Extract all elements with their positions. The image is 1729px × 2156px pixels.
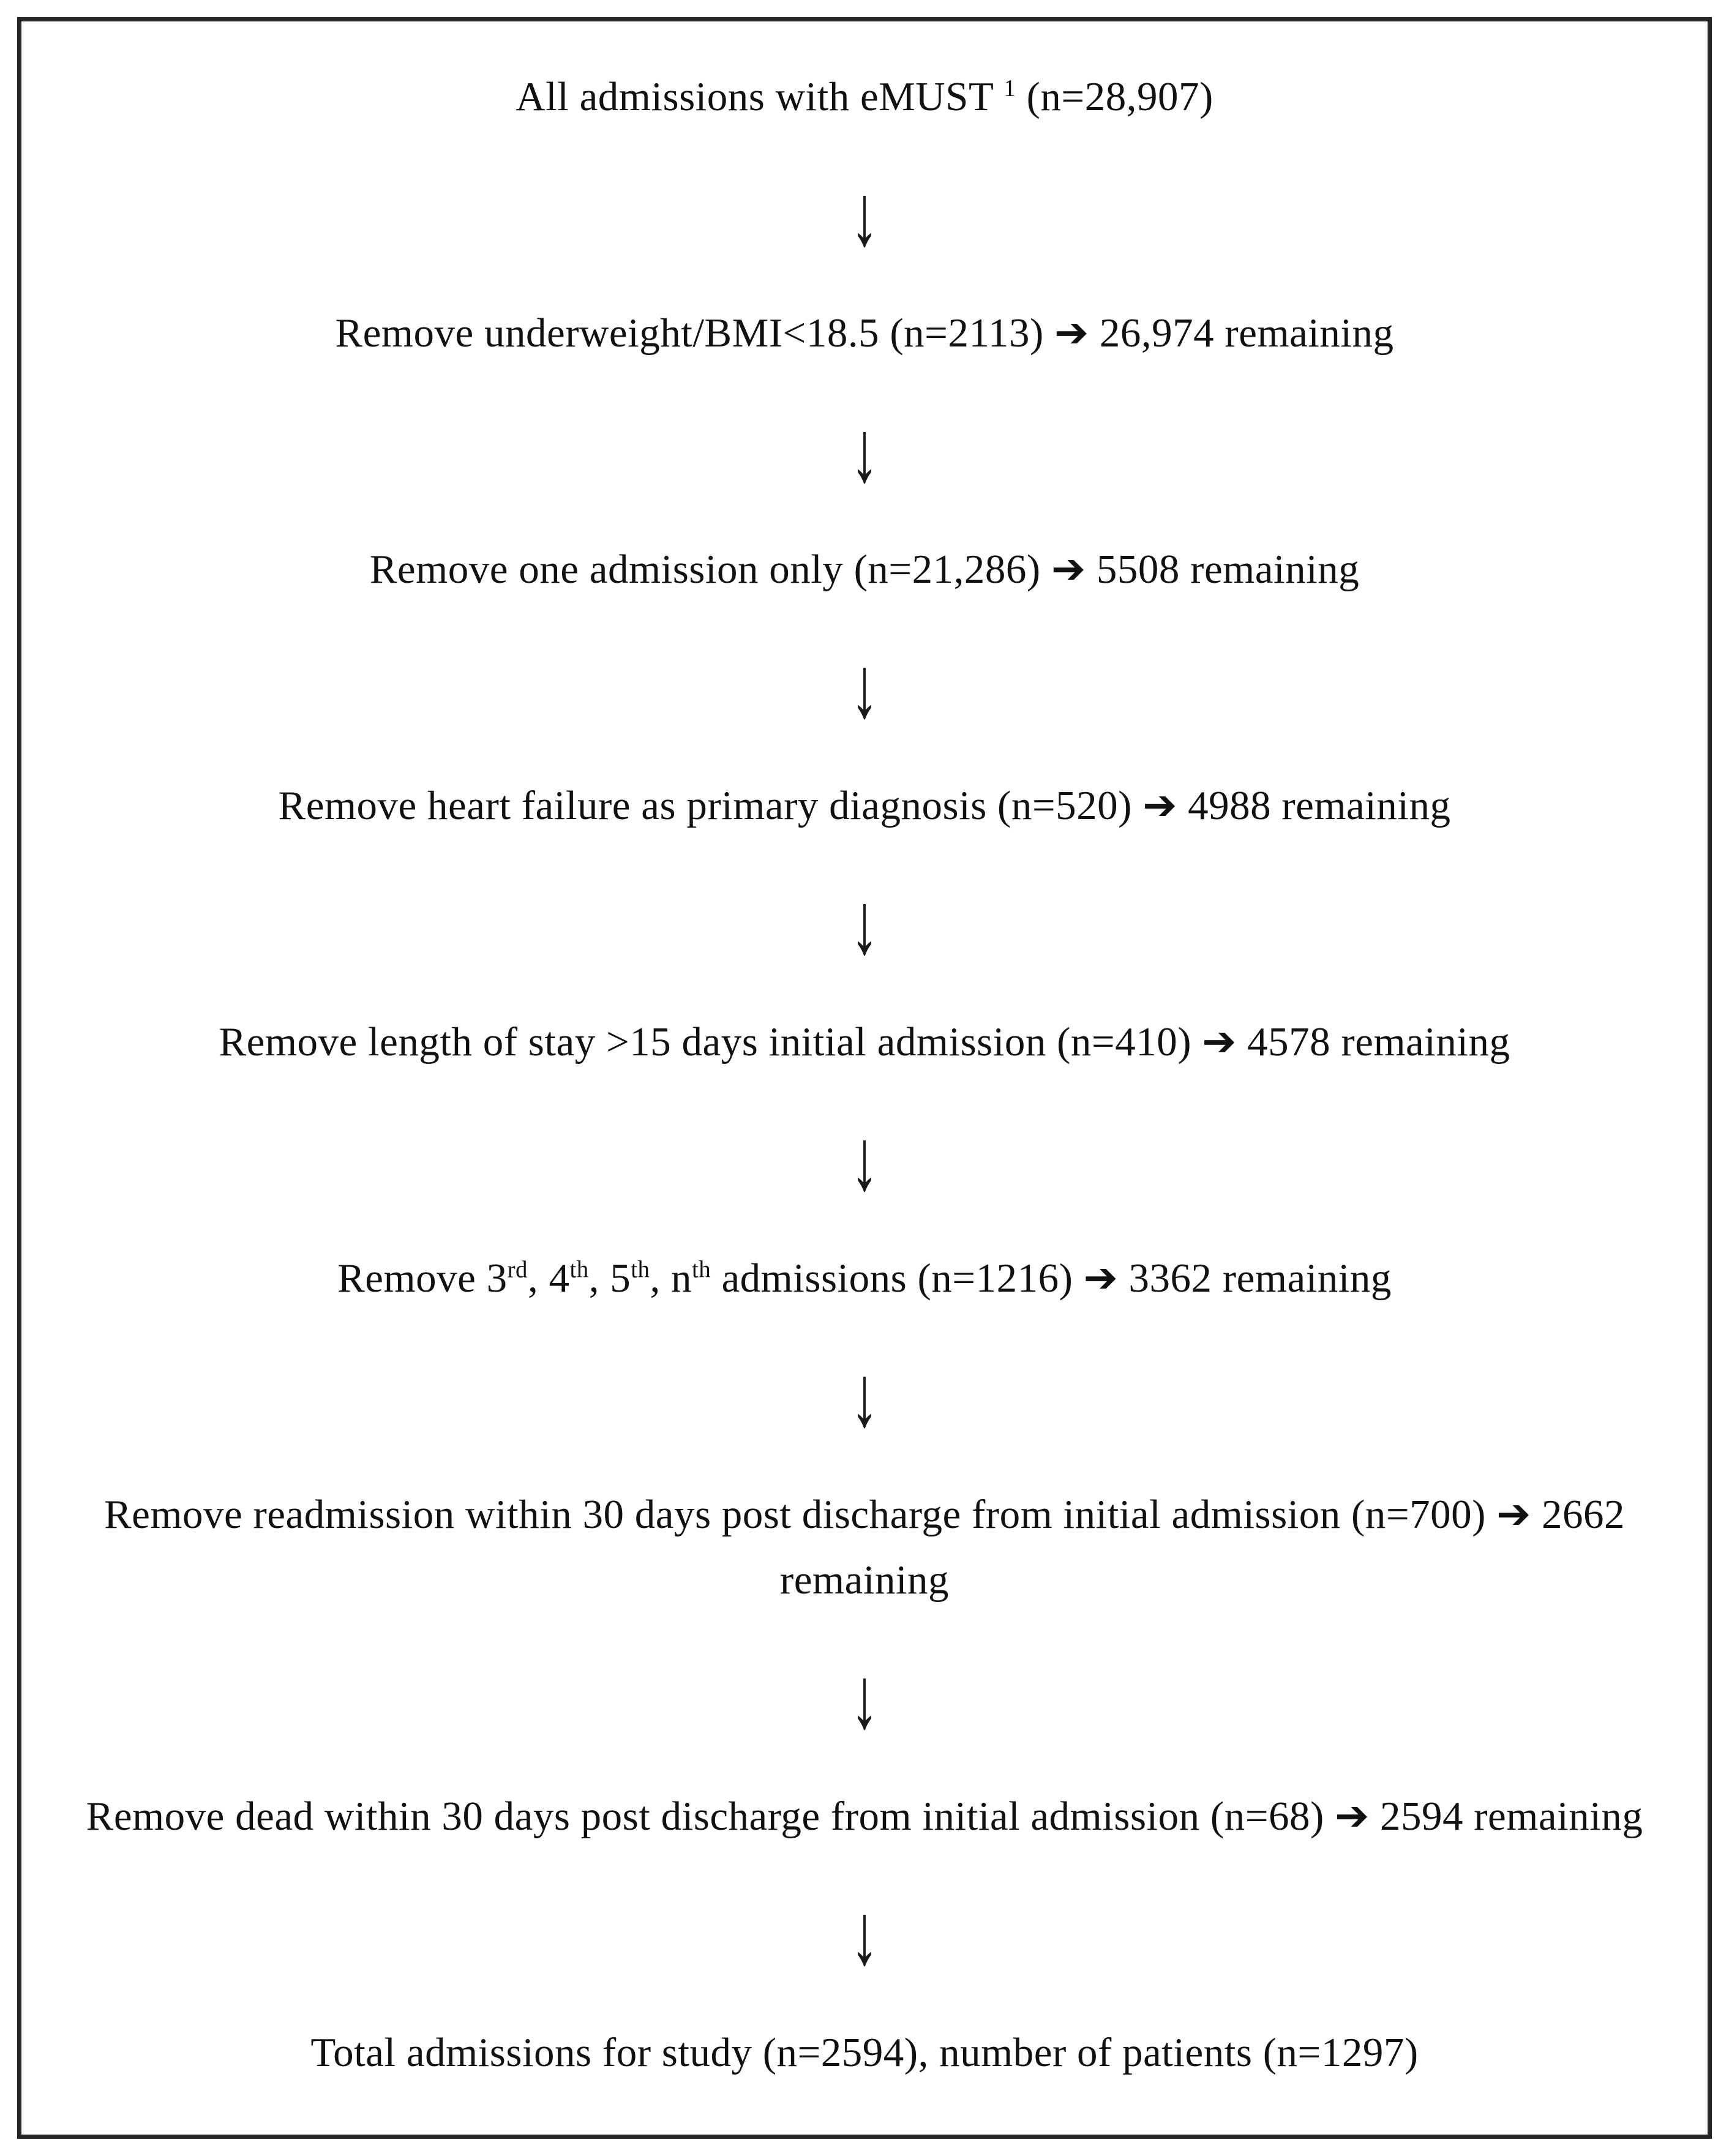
down-arrow-icon: ↓ bbox=[850, 1650, 879, 1747]
flow-step-all-admissions bbox=[516, 64, 1213, 130]
step-text: Remove 3 bbox=[337, 1255, 508, 1301]
ordinal-superscript: rd bbox=[507, 1256, 528, 1283]
down-arrow-icon: ↓ bbox=[850, 1112, 879, 1209]
flow-step-remove-dead-30-days: Remove dead within 30 days post discharge from initial admission (n=68) ➔ 2594 remaining bbox=[86, 1793, 1643, 1839]
ordinal-superscript: th bbox=[691, 1256, 711, 1283]
down-arrow-icon: ↓ bbox=[850, 167, 879, 264]
flow-step-remove-underweight: Remove underweight/BMI<18.5 (n=2113) ➔ 26,974 remaining bbox=[335, 310, 1394, 356]
step-text: All admissions with eMUST bbox=[516, 74, 1004, 119]
flowchart-frame bbox=[17, 17, 1712, 2139]
flow-step-remove-nth-admissions bbox=[337, 1246, 1392, 1311]
ordinal-superscript: th bbox=[569, 1256, 589, 1283]
down-arrow-icon: ↓ bbox=[850, 1886, 879, 1983]
ordinal-superscript: th bbox=[631, 1256, 650, 1283]
step-text: , 5 bbox=[588, 1255, 631, 1301]
step-text: (n=28,907) bbox=[1016, 74, 1213, 119]
down-arrow-icon: ↓ bbox=[850, 403, 879, 500]
down-arrow-icon: ↓ bbox=[850, 1348, 879, 1445]
step-text: admissions (n=1216) ➔ 3362 remaining bbox=[711, 1255, 1392, 1301]
flow-step-total-admissions: Total admissions for study (n=2594), number of patients (n=1297) bbox=[310, 2029, 1419, 2075]
footnote-superscript: 1 bbox=[1003, 75, 1016, 102]
down-arrow-icon: ↓ bbox=[850, 639, 879, 736]
step-text: , n bbox=[650, 1255, 692, 1301]
flow-step-remove-length-of-stay: Remove length of stay >15 days initial admission (n=410) ➔ 4578 remaining bbox=[219, 1019, 1510, 1065]
down-arrow-icon: ↓ bbox=[850, 875, 879, 973]
step-text: , 4 bbox=[527, 1255, 570, 1301]
flow-step-remove-heart-failure: Remove heart failure as primary diagnosis (n=520) ➔ 4988 remaining bbox=[278, 782, 1451, 828]
flow-step-remove-readmission-30-days: Remove readmission within 30 days post discharge from initial admission (n=700) ➔ 2662 remaining bbox=[103, 1491, 1626, 1603]
flow-step-remove-one-admission: Remove one admission only (n=21,286) ➔ 5508 remaining bbox=[369, 546, 1360, 592]
